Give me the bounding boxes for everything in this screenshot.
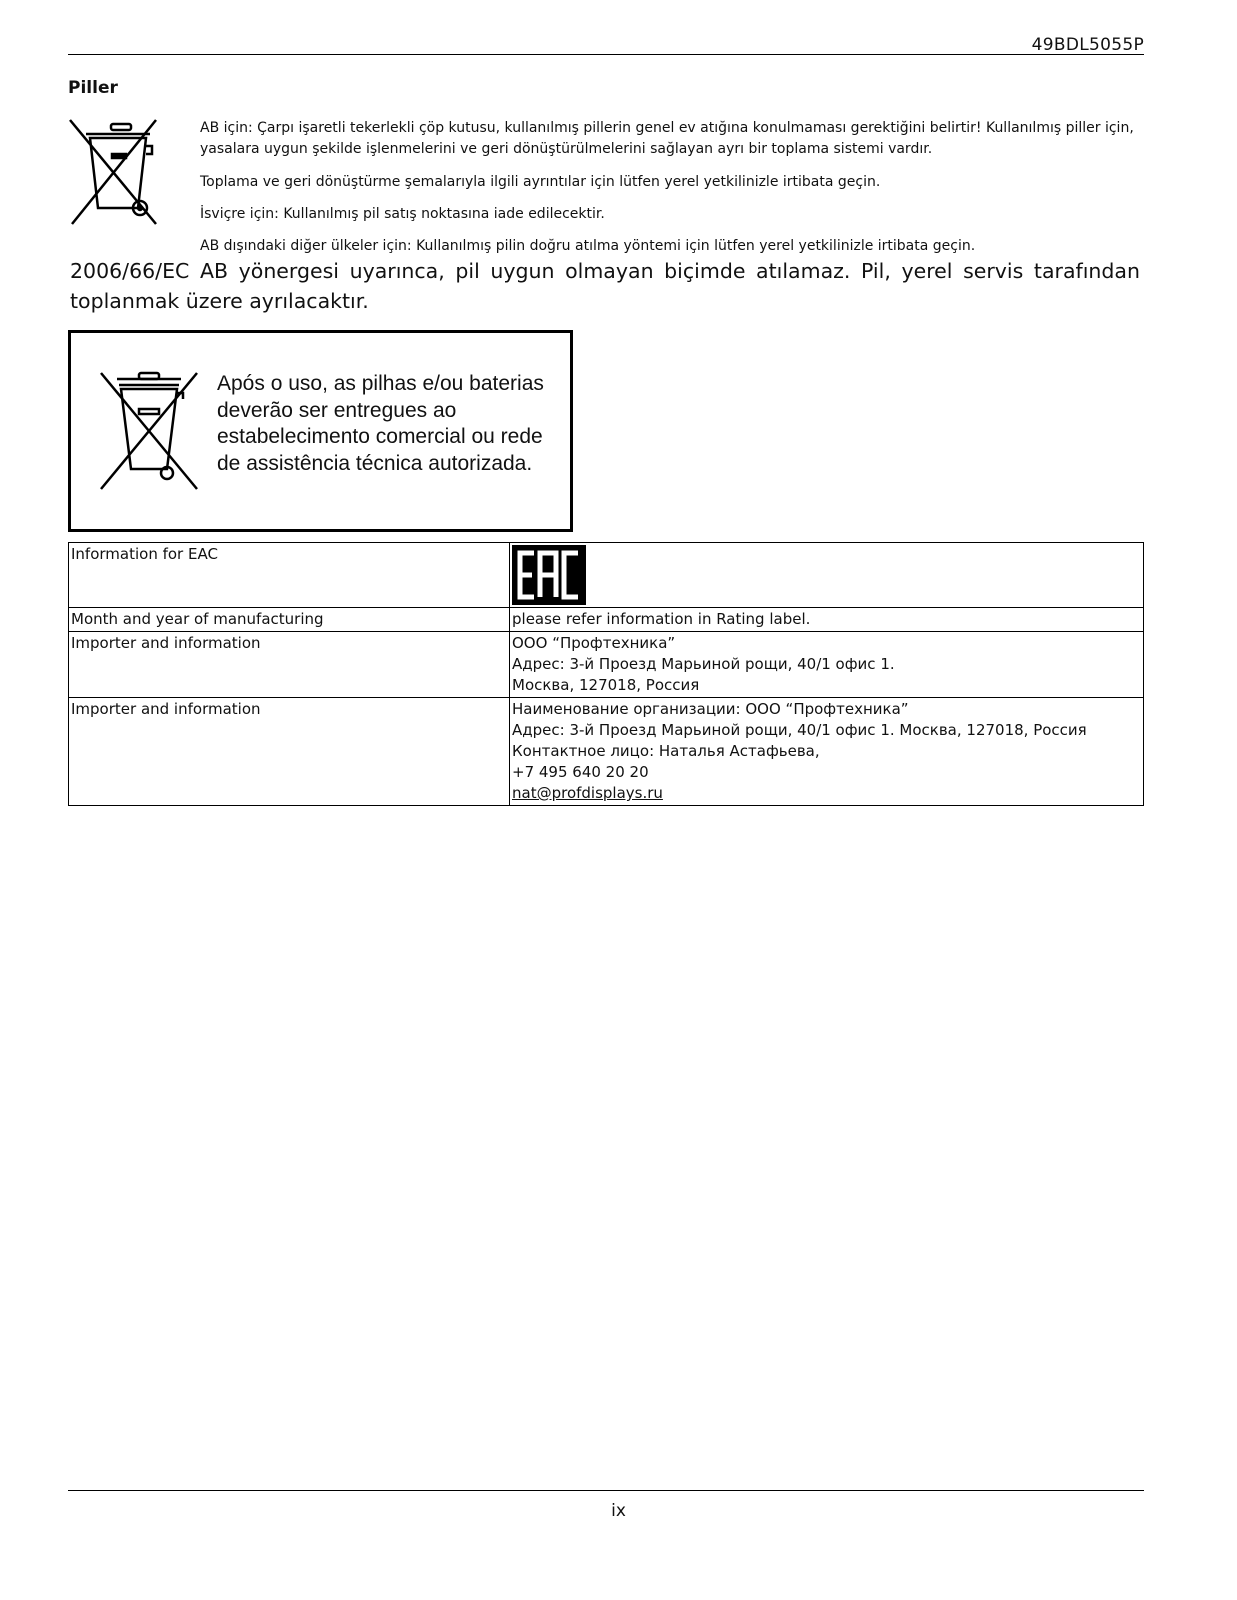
battery-paragraph-eu: AB için: Çarpı işaretli tekerlekli çöp kutusu, kullanılmış pillerin genel ev atığına konulmaması gerektiğini belirtir! Kullanılmış piller için, yasalara uygun şekilde işlenmelerini ve geri dönüştürülmelerini sağlayan ayrı bir toplama sistemi vardır. <box>200 120 1134 157</box>
table-cell-line: +7 495 640 20 20 <box>512 763 649 781</box>
table-cell-label: Importer and information <box>69 698 510 806</box>
table-cell-label: Importer and information <box>69 632 510 698</box>
table-cell-line: Адрес: 3-й Проезд Марьиной рощи, 40/1 офис 1. Москва, 127018, Россия <box>512 721 1087 739</box>
eac-info-table <box>68 542 1144 806</box>
footer-divider <box>68 1490 1144 1491</box>
email-link[interactable]: nat@profdisplays.ru <box>512 784 663 802</box>
crossed-wheelie-bin-icon <box>68 116 158 228</box>
table-row <box>69 632 1144 698</box>
table-cell-line: Контактное лицо: Наталья Астафьева, <box>512 742 820 760</box>
table-cell-value <box>510 608 1144 632</box>
directive-notice: 2006/66/EC AB yönergesi uyarınca, pil uygun olmayan biçimde atılamaz. Pil, yerel servis tarafından toplanmak üzere ayrılacaktır. <box>70 259 1140 313</box>
section-title: Piller <box>68 78 118 98</box>
table-cell-value <box>510 632 1144 698</box>
table-cell-line: Наименование организации: ООО “Профтехника” <box>512 700 909 718</box>
crossed-wheelie-bin-icon <box>99 369 199 493</box>
table-row <box>69 608 1144 632</box>
table-cell-label: Information for EAC <box>69 543 510 608</box>
table-cell-line: Москва, 127018, Россия <box>512 676 700 694</box>
brazil-battery-notice-box <box>68 330 573 532</box>
table-cell-line: ООО “Профтехника” <box>512 634 676 652</box>
header-divider <box>68 54 1144 55</box>
table-cell-line: Адрес: 3-й Проезд Марьиной рощи, 40/1 офис 1. <box>512 655 895 673</box>
eac-mark-icon <box>512 545 586 605</box>
table-cell-line: please refer information in Rating label. <box>512 610 811 628</box>
battery-paragraph-non-eu: AB dışındaki diğer ülkeler için: Kullanılmış pilin doğru atılma yöntemi için lütfen yerel yetkilinizle irtibata geçin. <box>200 238 976 254</box>
model-number: 49BDL5055P <box>1031 35 1144 55</box>
brazil-battery-notice-text: Após o uso, as pilhas e/ou baterias deverão ser entregues ao estabelecimento comercial ou rede de assistência técnica autorizada. <box>217 372 544 475</box>
table-row <box>69 543 1144 608</box>
table-cell-value <box>510 698 1144 806</box>
table-cell-value <box>510 543 1144 608</box>
battery-paragraph-switzerland: İsviçre için: Kullanılmış pil satış noktasına iade edilecektir. <box>200 206 605 222</box>
battery-paragraph-collection: Toplama ve geri dönüştürme şemalarıyla ilgili ayrıntılar için lütfen yerel yetkilinizle irtibata geçin. <box>200 174 881 190</box>
table-cell-label: Month and year of manufacturing <box>69 608 510 632</box>
page-number: ix <box>611 1501 626 1521</box>
table-row <box>69 698 1144 806</box>
